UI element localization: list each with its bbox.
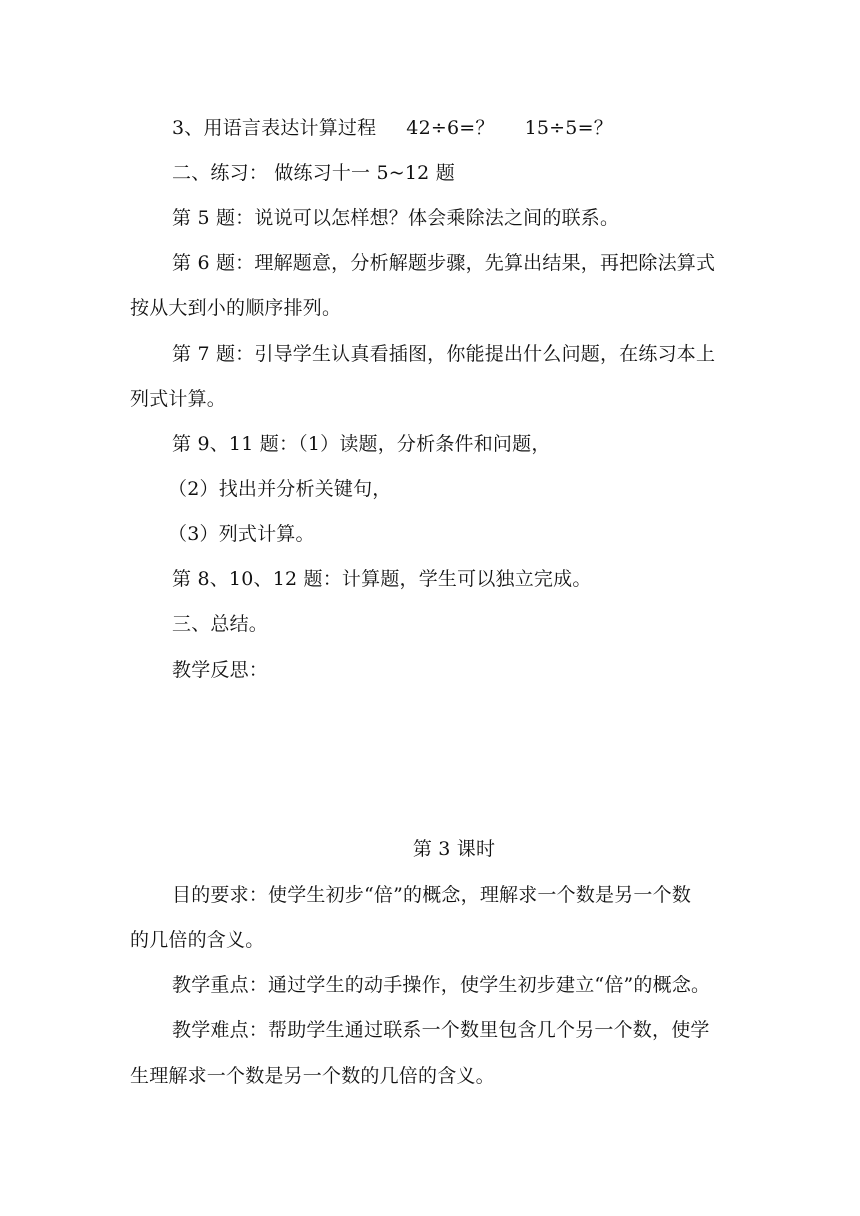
teaching-reflection-label: 教学反思： — [172, 659, 269, 681]
question-7-line-2: 列式计算。 — [130, 388, 227, 410]
goal-line-2: 的几倍的含义。 — [130, 929, 265, 951]
question-9-11-step-3: （3）列式计算。 — [168, 523, 315, 545]
item-3-label: 3、用语言表达计算过程 — [172, 117, 377, 139]
key-point: 教学重点：通过学生的动手操作，使学生初步建立“倍”的概念。 — [172, 974, 711, 996]
question-7-line-1: 第 7 题：引导学生认真看插图，你能提出什么问题，在练习本上 — [172, 343, 716, 365]
question-9-11: 第 9、11 题：（1）读题，分析条件和问题， — [172, 433, 551, 455]
difficulty-line-1: 教学难点：帮助学生通过联系一个数里包含几个另一个数，使学 — [172, 1019, 710, 1041]
expression-15-div-5: 15÷5=？ — [524, 117, 613, 139]
question-8-10-12: 第 8、10、12 题：计算题，学生可以独立完成。 — [172, 568, 592, 590]
goal-line-1: 目的要求：使学生初步“倍”的概念，理解求一个数是另一个数 — [172, 884, 692, 906]
difficulty-line-2: 生理解求一个数是另一个数的几倍的含义。 — [130, 1065, 495, 1087]
expression-42-div-6: 42÷6=？ — [406, 117, 495, 139]
section-two-heading: 二、练习： 做练习十一 5~12 题 — [172, 162, 455, 184]
item-3-line — [130, 115, 782, 141]
question-6-line-2: 按从大到小的顺序排列。 — [130, 297, 342, 319]
question-5: 第 5 题：说说可以怎样想？体会乘除法之间的联系。 — [172, 207, 620, 229]
question-6-line-1: 第 6 题：理解题意，分析解题步骤，先算出结果，再把除法算式 — [172, 252, 716, 274]
question-9-11-step-2: （2）找出并分析关键句， — [168, 478, 392, 500]
lesson-3-title: 第 3 课时 — [412, 838, 496, 860]
section-three-heading: 三、总结。 — [172, 613, 269, 635]
